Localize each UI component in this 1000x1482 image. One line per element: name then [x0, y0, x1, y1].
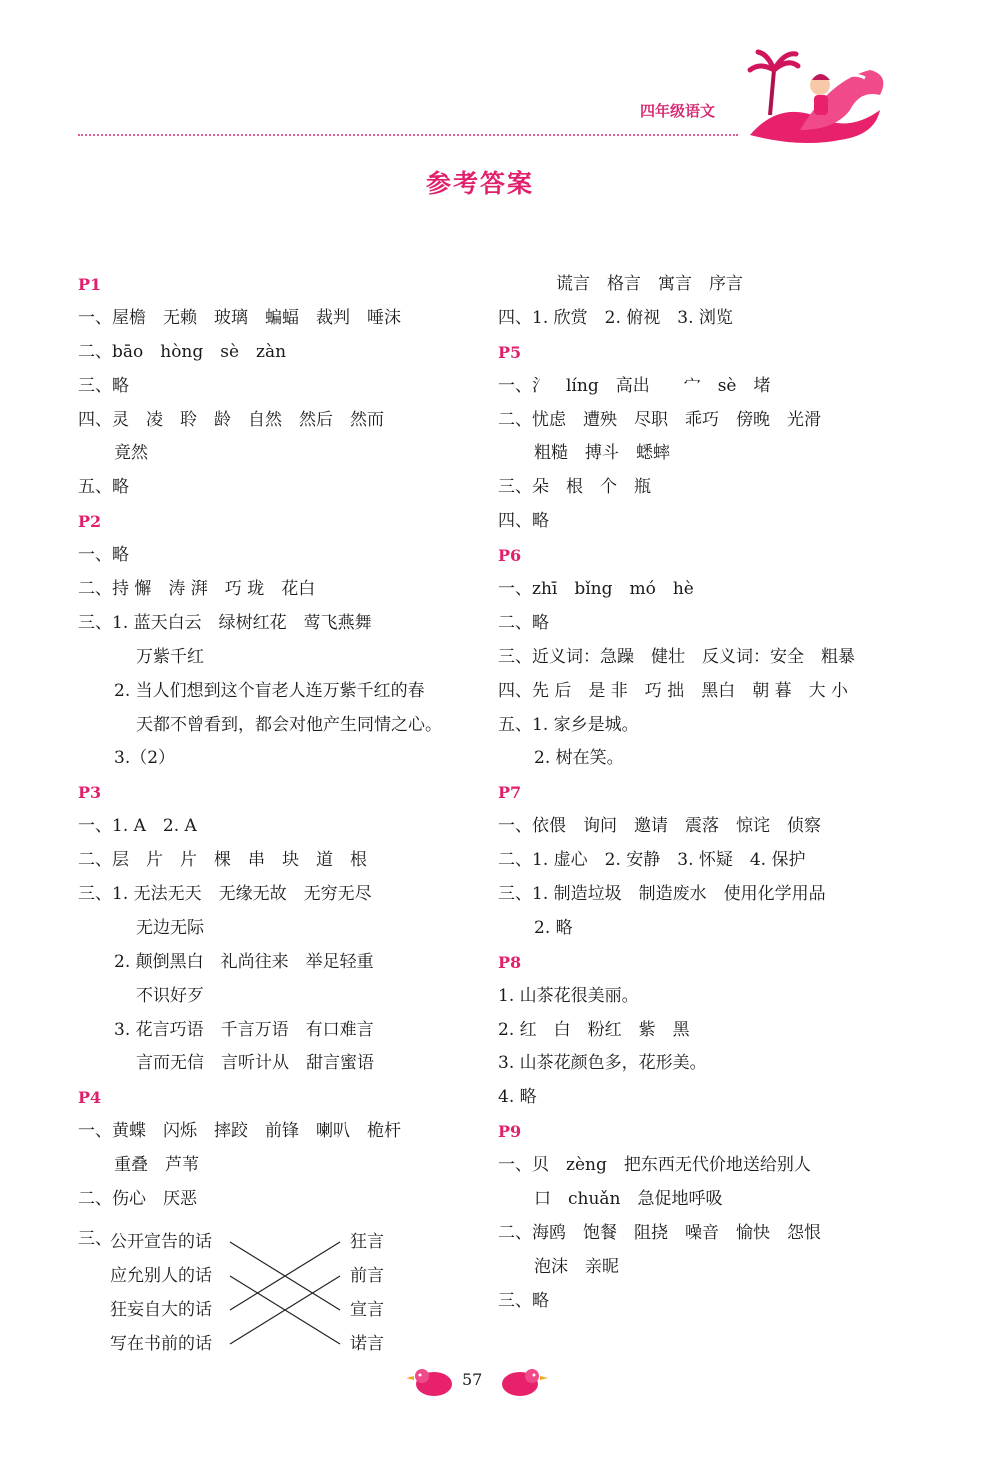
answer-line: 一、贝 zèng 把东西无代价地送给别人 [498, 1155, 811, 1176]
page-section-heading: P5 [498, 342, 522, 362]
answer-line: 三、1. 制造垃圾 制造废水 使用化学用品 [498, 884, 826, 905]
matching-right-item: 诺言 [350, 1334, 384, 1354]
answer-line: 天都不曾看到，都会对他产生同情之心。 [136, 714, 442, 735]
page-section-heading: P3 [78, 783, 102, 803]
answer-line: 一、略 [78, 545, 129, 566]
answer-line: 竟然 [114, 443, 148, 464]
answer-line: 二、持 懈 涛 湃 巧 珑 花白 [78, 579, 316, 600]
answer-line: 2. 颠倒黑白 礼尚往来 举足轻重 [114, 951, 374, 972]
answer-line: 一、黄蝶 闪烁 摔跤 前锋 喇叭 桅杆 [78, 1121, 401, 1142]
answer-line: 五、略 [78, 477, 129, 498]
page-section-heading: P4 [78, 1088, 102, 1108]
answer-line: 2. 当人们想到这个盲老人连万紫千红的春 [114, 680, 425, 701]
matching-exercise [78, 1224, 418, 1358]
page-title: 参考答案 [425, 169, 534, 198]
answer-line: 3. 花言巧语 千言万语 有口难言 [114, 1019, 374, 1040]
answer-line: 二、略 [498, 612, 549, 633]
answer-line: 三、朵 根 个 瓶 [498, 477, 651, 498]
answer-line: 三、近义词：急躁 健壮 反义词：安全 粗暴 [498, 646, 855, 667]
answer-line: 4. 略 [498, 1087, 537, 1108]
grade-label: 四年级语文 [640, 102, 716, 120]
answer-line: 泡沫 亲昵 [534, 1256, 619, 1277]
answer-line: 二、bāo hòng sè zàn [78, 341, 287, 362]
answer-line: 二、伤心 厌恶 [78, 1189, 197, 1210]
answer-line: 3.（2） [114, 748, 176, 769]
answer-line: 3. 山茶花颜色多，花形美。 [498, 1053, 707, 1074]
matching-right-item: 宣言 [350, 1300, 384, 1320]
answer-line: 二、1. 虚心 2. 安静 3. 怀疑 4. 保护 [498, 850, 806, 871]
answer-line: 万紫千红 [136, 646, 204, 667]
page-section-heading: P2 [78, 512, 102, 532]
answer-line: 谎言 格言 寓言 序言 [556, 274, 743, 294]
answer-line: 重叠 芦苇 [114, 1155, 199, 1176]
answer-line: 三、1. 无法无天 无缘无故 无穷无尽 [78, 884, 372, 905]
page-footer [400, 1362, 550, 1402]
matching-right-item: 狂言 [350, 1232, 384, 1252]
answer-line: 一、1. A 2. A [78, 816, 197, 837]
page-section-heading: P8 [498, 952, 522, 972]
answer-line: 言而无信 言听计从 甜言蜜语 [136, 1053, 374, 1074]
answer-line: 一、屋檐 无赖 玻璃 蝙蝠 裁判 唾沫 [78, 307, 401, 328]
answer-line: 2. 红 白 粉红 紫 黑 [498, 1019, 690, 1040]
page-section-heading: P7 [498, 783, 522, 803]
answer-line: 一、依偎 询问 邀请 震落 惊诧 侦察 [498, 816, 821, 837]
page-section-heading: P9 [498, 1122, 522, 1142]
left-answer-column [78, 268, 478, 1217]
answer-line: 三、1. 蓝天白云 绿树红花 莺飞燕舞 [78, 612, 372, 633]
answer-line: 四、灵 凌 聆 龄 自然 然后 然而 [78, 409, 384, 430]
answer-line: 三、略 [78, 375, 129, 396]
answer-line: 不识好歹 [136, 985, 204, 1006]
page-section-heading: P6 [498, 546, 522, 566]
answer-line: 三、略 [498, 1290, 549, 1311]
answer-line: 四、略 [498, 511, 549, 532]
matching-left-item: 狂妄自大的话 [110, 1300, 212, 1320]
answer-line: 2. 略 [534, 917, 573, 938]
answer-line: 一、氵 líng 高出 宀 sè 堵 [498, 375, 771, 396]
answer-line: 四、1. 欣赏 2. 俯视 3. 浏览 [498, 307, 733, 328]
matching-right-item: 前言 [350, 1266, 384, 1286]
answer-line: 口 chuǎn 急促地呼吸 [534, 1189, 723, 1210]
answer-line: 无边无际 [136, 917, 204, 938]
answer-line: 一、zhī bǐng mó hè [498, 579, 694, 600]
matching-left-item: 写在书前的话 [110, 1334, 212, 1354]
header-divider [78, 134, 738, 136]
matching-left-item: 应允别人的话 [110, 1266, 212, 1286]
answer-line: 五、1. 家乡是城。 [498, 714, 639, 735]
matching-label: 三、 [78, 1229, 112, 1249]
answer-line: 2. 树在笑。 [534, 748, 624, 769]
surfer-palm-logo [740, 40, 890, 150]
answer-line: 四、先 后 是 非 巧 拙 黑白 朝 暮 大 小 [498, 680, 849, 701]
answer-line: 1. 山茶花很美丽。 [498, 985, 639, 1006]
answer-line: 二、忧虑 遭殃 尽职 乖巧 傍晚 光滑 [498, 409, 821, 430]
page-number: 57 [462, 1370, 483, 1389]
answer-line: 二、海鸥 饱餐 阻挠 噪音 愉快 怨恨 [498, 1222, 821, 1243]
page-section-heading: P1 [78, 275, 102, 294]
matching-left-item: 公开宣告的话 [110, 1232, 212, 1252]
right-answer-column [498, 268, 918, 1319]
answer-line: 二、层 片 片 棵 串 块 道 根 [78, 850, 367, 871]
answer-line: 粗糙 搏斗 蟋蟀 [534, 443, 670, 464]
